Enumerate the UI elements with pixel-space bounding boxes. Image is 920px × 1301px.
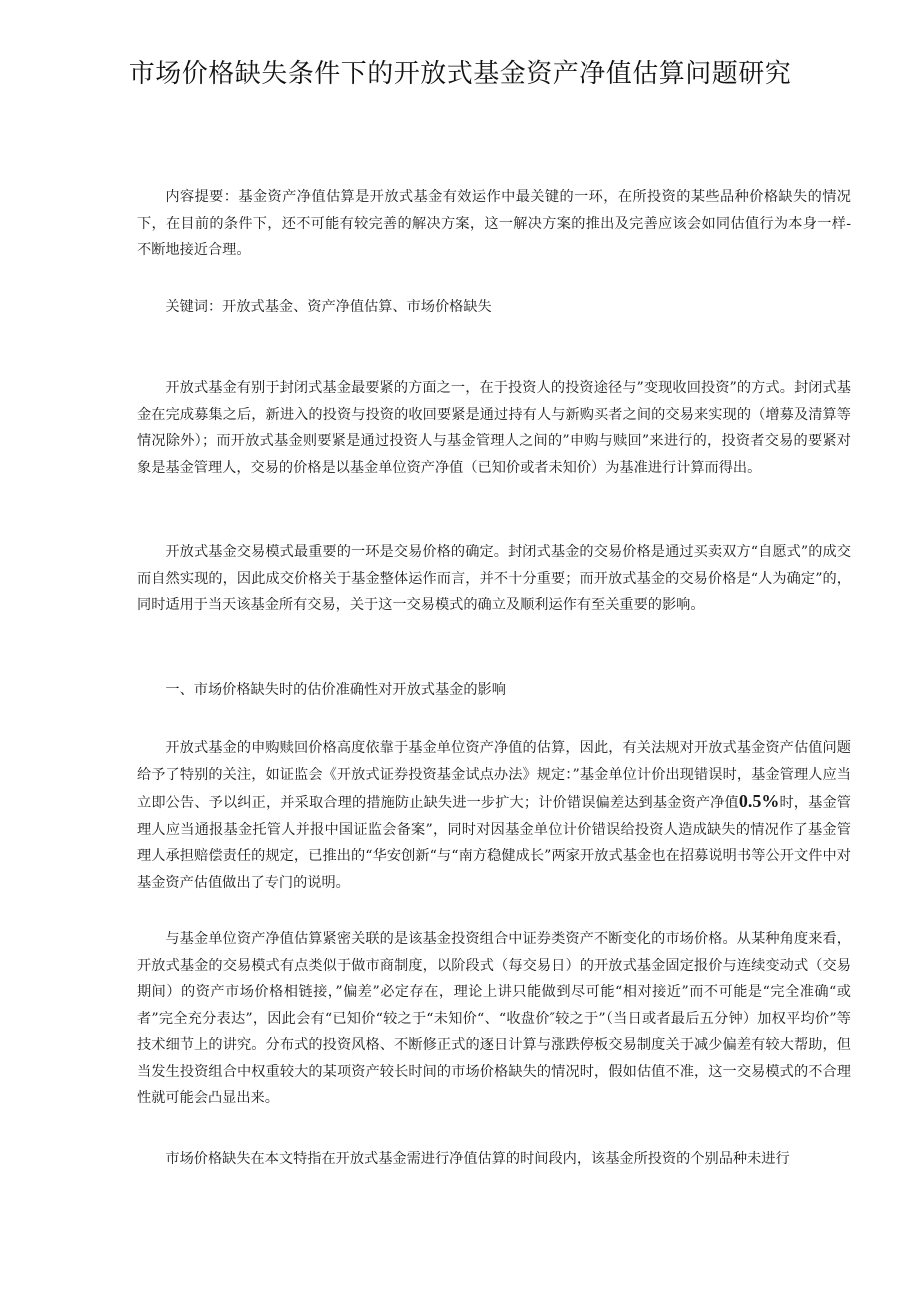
- body-paragraph-2: 开放式基金交易模式最重要的一环是交易价格的确定。封闭式基金的交易价格是通过买卖双方“自愿式”的成交而自然实现的，因此成交价格关于基金整体运作而言，并不十分重要；而开放式基金的交易价格是“人为确定”的，同时适用于当天该基金所有交易，关于这一交易模式的确立及顺利运作有至关重要的影响。: [137, 544, 851, 613]
- body-paragraph-5: 市场价格缺失在本文特指在开放式基金需进行净值估算的时间段内，该基金所投资的个别品种未进行: [165, 1151, 790, 1167]
- body-paragraph-1: 开放式基金有别于封闭式基金最要紧的方面之一，在于投资人的投资途径与”变现收回投资”的方式。封闭式基金在完成募集之后，新进入的投资与投资的收回要紧是通过持有人与新购买者之间的交易来实现的（增募及清算等情况除外）；而开放式基金则要紧是通过投资人与基金管理人之间的”申购与赎回”来进行的，投资者交易的要紧对象是基金管理人，交易的价格是以基金单位资产净值（已知价或者未知价）为基准进行计算而得出。: [137, 380, 851, 476]
- threshold-value: 0.5%: [738, 791, 780, 811]
- paragraph-text-before-value: 开放式基金的申购赎回价格高度依靠于基金单位资产净值的估算，因此，有关法规对开放式基金资产估值问题给予了特别的关注，如证监会《开放式证券投资基金试点办法》规定：”基金单位计价出现错误时，基金管理人应当立即公告、予以纠正，并采取合理的措施防止缺失进一步扩大；计价错误偏差达到基金资产净值: [137, 740, 851, 811]
- document-title: 市场价格缺失条件下的开放式基金资产净值估算问题研究: [128, 59, 792, 89]
- body-paragraph-3: [137, 735, 851, 896]
- paragraph-text-after-value: 时，基金管理人应当通报基金托管人并报中国证监会备案”，同时对因基金单位计价错误给投资人造成缺失的情况作了基金管理人承担赔偿责任的规定，已推出的“华安创新“与“南方稳健成长”两家开放式基金也在招募说明书等公开文件中对基金资产估值做出了专门的说明。: [137, 795, 851, 891]
- section-heading-1: 一、市场价格缺失时的估价准确性对开放式基金的影响: [165, 682, 506, 698]
- body-paragraph-4: 与基金单位资产净值估算紧密关联的是该基金投资组合中证券类资产不断变化的市场价格。从某种角度来看，开放式基金的交易模式有点类似于做市商制度，以阶段式（每交易日）的开放式基金固定报价与连续变动式（交易期间）的资产市场价格相链接，”偏差”必定存在，理论上讲只能做到尽可能“相对接近”而不可能是“完全准确“或者”完全充分表达”，因此会有“已知价“较之于“未知价“、“收盘价″较之于”（当日或者最后五分钟）加权平均价”等技术细节上的讲究。分布式的投资风格、不断修正式的逐日计算与涨跌停板交易制度关于减少偏差有较大帮助，但当发生投资组合中权重较大的某项资产较长时间的市场价格缺失的情况时，假如估值不准，这一交易模式的不合理性就可能会凸显出来。: [137, 931, 851, 1106]
- abstract-paragraph: 内容提要：基金资产净值估算是开放式基金有效运作中最关键的一环，在所投资的某些品种价格缺失的情况下，在目前的条件下，还不可能有较完善的解决方案，这一解决方案的推出及完善应该会如同估值行为本身一样-不断地接近合理。: [137, 189, 851, 258]
- keywords-line: 关键词：开放式基金、资产净值估算、市场价格缺失: [165, 299, 492, 315]
